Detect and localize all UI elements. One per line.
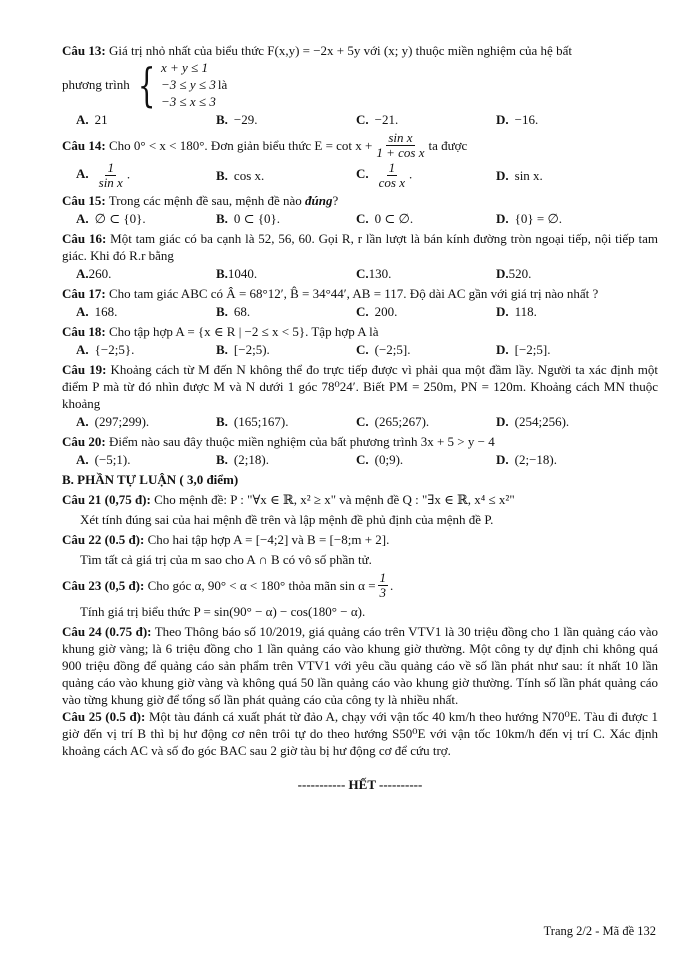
- option-c: C. $\frac{1}{\text{cos x}}$ .: [356, 160, 413, 190]
- options-16: [62, 265, 658, 283]
- question-21: [62, 491, 658, 508]
- option-b: B. cos x.: [216, 167, 265, 183]
- option-d: D. {0} = ∅.: [496, 211, 563, 226]
- question-text: Cho góc α, 90° < α < 180° thỏa mãn sin α =: [144, 578, 376, 593]
- question-23: Câu 23 (0,5 đ): Cho góc α, 90° < α < 180° thỏa mãn sin α = $\frac{1}{3}$ .: [62, 570, 394, 600]
- end-marker: ----------- HẾT ----------: [297, 777, 423, 792]
- option-a: A. (297;299).: [76, 414, 150, 429]
- options-20: [62, 451, 658, 469]
- options-13: [62, 111, 658, 129]
- question-17: [62, 285, 658, 302]
- options-18: [62, 341, 658, 359]
- fraction: $\frac{\text{sin x}}{\text{1 + cos x}}$: [376, 130, 425, 160]
- option-a: A. $\frac{1}{\text{sin x}}$ .: [76, 160, 131, 190]
- question-19: [62, 361, 658, 412]
- question-label: Câu 18:: [62, 324, 106, 339]
- question-13: [62, 42, 658, 59]
- question-text: Cho hai tập hợp A = [−4;2] và B = [−8;m + 2].: [144, 532, 390, 547]
- option-a: A. 21: [76, 112, 108, 127]
- options-15: [62, 210, 658, 228]
- question-label: Câu 22 (0.5 đ):: [62, 532, 145, 547]
- question-text: Trong các mệnh đề sau, mệnh đề nào: [105, 193, 305, 208]
- option-c: C. (265;267).: [356, 414, 430, 429]
- option-d: D. sin x.: [496, 167, 543, 183]
- option-a: A. ∅ ⊂ {0}.: [76, 211, 146, 226]
- options-19: [62, 413, 658, 431]
- option-b: B. (165;167).: [216, 414, 289, 429]
- question-22: [62, 531, 658, 548]
- option-a: A. {−2;5}.: [76, 342, 135, 357]
- question-18: [62, 323, 658, 340]
- question-14: [62, 131, 658, 160]
- question-label: Câu 15:: [62, 193, 106, 208]
- option-d: D. [−2;5].: [496, 342, 551, 357]
- question-24: [62, 623, 658, 708]
- option-b: B. (2;18).: [216, 452, 269, 467]
- question-label: Câu 17:: [62, 286, 106, 301]
- option-b: B.1040.: [216, 266, 258, 281]
- fraction: $\frac{1}{3}$: [379, 570, 387, 600]
- options-14: [62, 161, 658, 190]
- option-a: A. (−5;1).: [76, 452, 131, 467]
- question-label: Câu 23 (0,5 đ):: [62, 578, 145, 593]
- option-b: B. −29.: [216, 112, 258, 127]
- brace: {: [137, 57, 156, 112]
- question-text: Cho tam giác ABC có Â = 68°12′, B̂ = 34°44′, AB = 117. Độ dài AC gần với giá trị nào nhất ?: [105, 286, 599, 301]
- option-d: D.520.: [496, 266, 532, 281]
- question-text: Cho 0° < x < 180°. Đơn giản biểu thức E = cot x +: [105, 138, 373, 153]
- question-label: Câu 16:: [62, 231, 107, 246]
- question-text: ta được: [428, 138, 468, 153]
- system-line: −3 ≤ y ≤ 3: [161, 77, 216, 92]
- option-b: B. [−2;5).: [216, 342, 270, 357]
- question-label: Câu 24 (0.75 đ):: [62, 624, 152, 639]
- question-25: [62, 708, 658, 759]
- option-c: C. 0 ⊂ ∅.: [356, 211, 414, 226]
- question-text: Giá trị nhỏ nhất của biểu thức F(x,y) = −2x + 5y với (x; y) thuộc miền nghiệm của hệ bất: [105, 43, 572, 58]
- option-c: C. (0;9).: [356, 452, 404, 467]
- question-text: Một tam giác có ba cạnh là 52, 56, 60. Gọi R, r lần lượt là bán kính đường tròn ngoại tiếp, nội tiếp tam giác. Khi đó R.r bằng: [62, 231, 658, 263]
- question-label: Câu 13:: [62, 43, 106, 58]
- question-label: Câu 25 (0.5 đ):: [62, 709, 146, 724]
- question-text: Cho mệnh đề: P : "∀x ∈ ℝ, x² ≥ x" và mệnh đề Q : "∃x ∈ ℝ, x⁴ ≤ x²": [150, 492, 515, 507]
- question-text: Theo Thông báo số 10/2019, giá quảng cáo trên VTV1 là 30 triệu đồng cho 1 lần quảng cáo vào khung giờ vàng; là 6 triệu đồng cho 1 lần quảng cáo vào khung giờ thường. Một công ty dự định chi không quá 900 triệu đồng để quảng cáo sản phẩm trên VTV1 với yêu cầu quảng cáo về số lần phát như sau: ít nhất 10 lần quảng cáo vào khung giờ vàng và không quá 50 lần quảng cáo vào khung giờ thường. Tính số lần phát quảng cáo vào từng khung giờ để tổng số lần phát quảng cáo của công ty là nhiều nhất.: [62, 624, 658, 707]
- question-text: Điểm nào sau đây thuộc miền nghiệm của bất phương trình 3x + 5 > y − 4: [105, 434, 495, 449]
- question-text: Một tàu đánh cá xuất phát từ đảo A, chạy với vận tốc 40 km/h theo hướng N70⁰E. Tàu đi được 1 giờ đến vị trí B thì bị hư động cơ nên trôi tự do theo hướng S50⁰E với vận tốc 10km/h đến vị trí C. Xác định khoảng cách AC và số đo góc BAC sau 2 giờ tàu bị hư động cơ để cứu trợ.: [62, 709, 659, 758]
- option-c: C. −21.: [356, 112, 399, 127]
- inequality-system: [132, 59, 216, 110]
- options-17: [62, 303, 658, 321]
- option-d: D. 118.: [496, 304, 537, 319]
- question-13-system: [62, 59, 658, 110]
- system-line: x + y ≤ 1: [161, 60, 208, 75]
- option-d: D. (254;256).: [496, 414, 570, 429]
- option-b: B. 68.: [216, 304, 251, 319]
- exam-page: [62, 42, 658, 793]
- system-line: −3 ≤ x ≤ 3: [161, 94, 216, 109]
- option-d: D. −16.: [496, 112, 539, 127]
- question-16: [62, 230, 658, 264]
- question-text: là: [217, 77, 228, 92]
- option-a: A.260.: [76, 266, 112, 281]
- question-21-task: Xét tính đúng sai của hai mệnh đề trên và lập mệnh đề phủ định của mệnh đề P.: [80, 512, 494, 527]
- question-20: [62, 433, 658, 450]
- question-label: Câu 20:: [62, 434, 106, 449]
- page-footer: Trang 2/2 - Mã đề 132: [543, 924, 656, 938]
- option-a: A. 168.: [76, 304, 118, 319]
- option-b: B. 0 ⊂ {0}.: [216, 211, 281, 226]
- option-d: D. (2;−18).: [496, 452, 557, 467]
- question-text: Khoảng cách từ M đến N không thể đo trực tiếp được vì phải qua một đầm lầy. Người ta xác định một điểm P mà từ đó nhìn được M và N dưới 1 góc 78⁰24′. Biết PM = 250m, PN = 120m. Khoảng cách MN thuộc khoảng: [62, 362, 658, 411]
- question-text: phương trình: [62, 77, 130, 92]
- question-22-task: Tìm tất cả giá trị của m sao cho A ∩ B có vô số phần tử.: [80, 552, 372, 567]
- question-label: Câu 19:: [62, 362, 107, 377]
- emphasis: đúng: [305, 193, 333, 208]
- question-label: Câu 14:: [62, 138, 106, 153]
- option-c: C.130.: [356, 266, 392, 281]
- question-15: Câu 15: Trong các mệnh đề sau, mệnh đề nào đúng?: [62, 193, 339, 208]
- option-c: C. (−2;5].: [356, 342, 411, 357]
- question-label: Câu 21 (0,75 đ):: [62, 492, 151, 507]
- option-c: C. 200.: [356, 304, 398, 319]
- question-23-task: Tính giá trị biểu thức P = sin(90° − α) − cos(180° − α).: [80, 604, 366, 619]
- section-heading: B. PHẦN TỰ LUẬN ( 3,0 điểm): [62, 472, 239, 487]
- question-text: Cho tập hợp A = {x ∈ R | −2 ≤ x < 5}. Tập hợp A là: [105, 324, 379, 339]
